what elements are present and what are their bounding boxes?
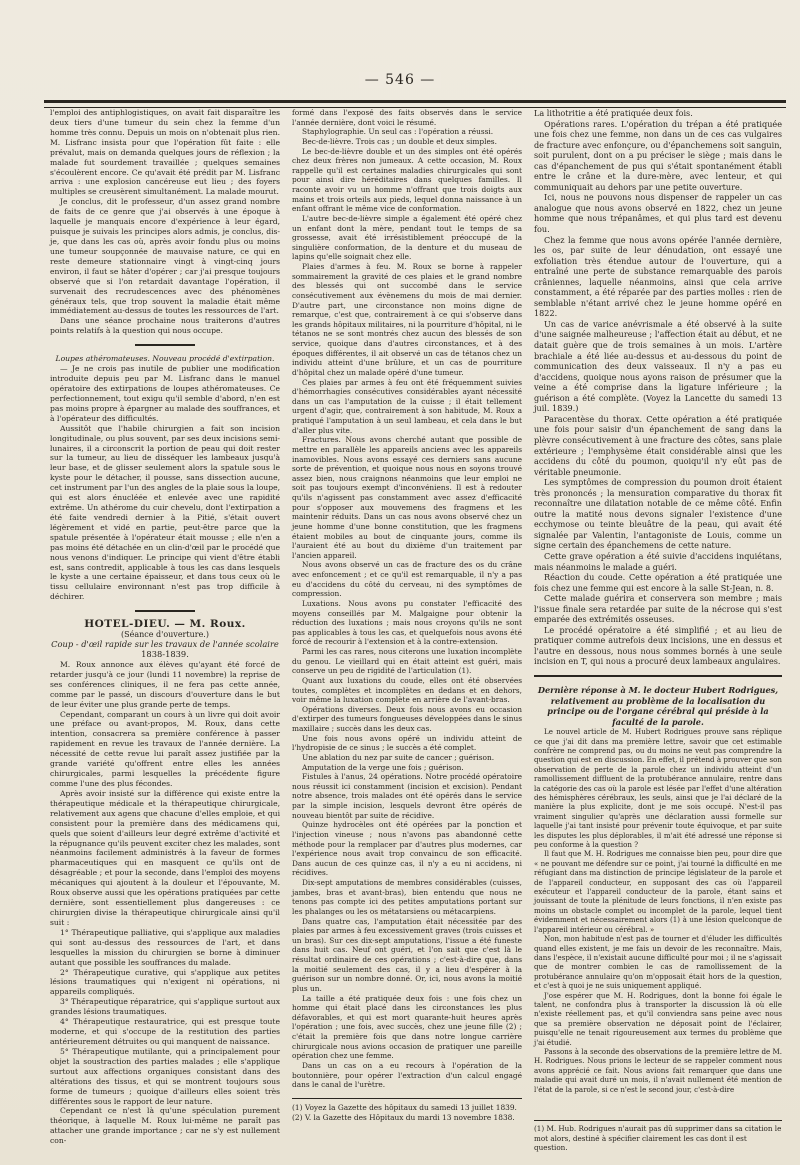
paragraph: Ici, nous ne pouvons nous dispenser de rappeler un cas analogue que nous avons observé en 1822, chez un jeune homme que nous trépanâmes, et qui plus tard est devenu fou.: [534, 192, 782, 235]
paragraph: formé dans l'exposé des faits observés dans le service l'année dernière, dont voici le résumé.: [292, 108, 522, 127]
paragraph: Quinze hydrocèles ont été opérées par la ponction et l'injection vineuse ; nous n'avons pas abandonné cette méthode pour la remplacer par d'autres plus modernes, car l'expérience nous avait trop convaincu de son efficacité. Dans aucun de ces quinze cas, il n'y a eu ni accidens, ni récidives.: [292, 820, 522, 878]
paragraph: Nous avons observé un cas de fracture des os du crâne avec enfoncement ; et ce qu'il est remarquable, il n'y a pas eu d'accidens du côté du cerveau, ni des symptômes de compression.: [292, 560, 522, 599]
paragraph: Il faut que M. H. Rodrigues me connaisse bien peu, pour dire que « ne pouvant me défendre sur ce point, j'ai tourné la difficulté en me réfugiant dans ma distinction de principe législateur de la parole et de l'appareil conducteur, en supposant des cas où l'appareil exécuteur et l'appareil conducteur de la parole, étant sains et jouissant de toute la plénitude de leurs fonctions, il n'en existe pas moins un obstacle complet ou incomplet de la parole, lequel tient évidemment et nécessairement alors (1) à une lésion quelconque de l'appareil intérieur ou cérébral. »: [534, 849, 782, 934]
footnote: (1) M. Hub. Rodrigues n'aurait pas dû supprimer dans sa citation le mot alors, destiné à spécifier clairement les cas dont il est question.: [534, 1124, 782, 1153]
divider: [135, 610, 195, 612]
paragraph: Amputation de la verge une fois ; guérison.: [302, 762, 464, 772]
footnote: (1) Voyez la Gazette des hôpitaux du samedi 13 juillet 1839.: [292, 1103, 517, 1112]
paragraph: 3° Thérapeutique réparatrice, qui s'applique surtout aux grandes lésions traumatiques.: [50, 997, 280, 1017]
paragraph: Dix-sept amputations de membres considérables (cuisses, jambes, bras et avant-bras), bien entendu que nous ne tenons pas compte ici des petites amputations portant sur les phalanges ou les os métatarsiens ou métacarpiens.: [292, 878, 522, 916]
paragraph: Dans une séance prochaine nous traiterons d'autres points relatifs à la question qui nous occupe.: [50, 316, 280, 336]
paragraph: Réaction du coude. Cette opération a été pratiquée une fois chez une femme qui est encore à la salle St-Jean, n. 8.: [534, 572, 782, 593]
paragraph: Un cas de varice anévrismale a été observé à la suite d'une saignée malheureuse ; l'affection était au début, et ne datait guère que de trois semaines à un mois. L'artère brachiale a été liée au-dessus et au-dessous du point de communication des deux vaisseaux. Il n'y a pas eu d'accidens, quoique nous ayons raison de présumer que la veine a été comprise dans la ligature inférieure ; la guérison a été complète. (Voyez la Lancette du samedi 13 juil. 1839.): [534, 318, 782, 414]
footnotes-col2: [292, 1098, 522, 1123]
article-date: 1838-1839.: [141, 649, 189, 660]
paragraph: Non, mon habitude n'est pas de tourner et d'éluder les difficultés quand elles existent, je me fais un devoir de les reconnaître. Mais, dans l'espèce, il n'existait aucune difficulté pour moi ; il ne s'agissait que de montrer combien le cas de ramollissement de la protubérance annulaire qu'on m'opposait était hors de la question, et c'est à quoi je ne suis uniquement appliqué.: [534, 934, 782, 991]
paragraph: M. Roux annonce aux élèves qu'ayant été forcé de retarder jusqu'à ce jour (lundi 11 novembre) la reprise de ses conférences cliniques, il ne fera pas cette année, comme par le passé, un discours d'ouverture dans le but de leur éviter une plus grande perte de temps.: [50, 659, 280, 709]
paragraph: Le nouvel article de M. Hubert Rodrigues prouve sans réplique ce que j'ai dit dans ma première lettre, savoir que cet estimable confrère ne comprend pas, ou du moins ne veut pas comprendre la question qui est en discussion. En effet, il prétend à prouver que son observation de perte de la parole chez un individu atteint d'un ramollissement diffluent de la protubérance annulaire, rentre dans la catégorie des cas où la parole est lésée par l'effet d'une altération des hémisphères cérébraux, les seuls, ainsi que je l'ai déclaré de la manière la plus explicite, dont je me sois occupé. N'est-il pas vraiment singulier qu'après une déclaration aussi formelle sur laquelle j'ai tant insisté pour prévenir toute équivoque, et par suite les disputes les plus déplorables, il m'ait été adressé une réponse si peu conforme à la question ?: [534, 727, 782, 850]
paragraph: Luxations. Nous avons pu constater l'efficacité des moyens conseillés par M. Malgaigne pour obtenir la réduction des luxations ; mais nous croyons qu'ils ne sont pas applicables à tous les cas, et quelquefois nous avons été forcé de recourir à l'extension et à la contre-extension.: [292, 598, 522, 647]
page-number: — 546 —: [0, 72, 800, 88]
paragraph: Fistules à l'anus, 24 opérations. Notre procédé opératoire nous réussit ici constamment (incision et excision). Pendant notre absence, trois malades ont été opérés dans le service par la simple incision, lesquels devront être opérés de nouveau bientôt par suite de récidive.: [292, 772, 522, 820]
paragraph: Une fois nous avons opéré un individu atteint de l'hydropisie de ce sinus ; le succès a été complet.: [292, 733, 522, 753]
paragraph: Le bec-de-lièvre double et un des simples ont été opérés chez deux frères non jumeaux. A cette occasion, M. Roux rappelle qu'il est certaines maladies chirurgicales qui sont pour ainsi dire héréditaires dans quelques familles. Il raconte avoir vu un homme n'offrant que trois doigts aux mains et trois orteils aux pieds, lequel donna naissance à un enfant offrant le même vice de conformation.: [292, 146, 522, 214]
column-2: [292, 108, 522, 1090]
paragraph: J'ose espérer que M. H. Rodrigues, dont la bonne foi égale le talent, ne confondra plus à transporter la discussion là où elle n'existe réellement pas, et qu'il conviendra sans peine avec nous que sa première observation ne déposait point de l'éclairer, puisqu'elle ne tenait rigoureusement aux termes du problème que j'ai étudié.: [534, 990, 782, 1047]
footnote: (2) V. la Gazette des Hôpitaux du mardi 13 novembre 1838.: [292, 1113, 515, 1122]
paragraph: Chez la femme que nous avons opérée l'année dernière, les os, par suite de leur dénudation, ont essayé une exfoliation très étendue autour de l'ouverture, qui a entraîné une perte de substance remarquable des parois crâniennes, laquelle néanmoins, ainsi que cela arrive constamment, a été réparée par des parties molles : rien de semblable n'étant arrivé chez le jeune homme opéré en 1822.: [534, 234, 782, 319]
paragraph: Fractures. Nous avons cherché autant que possible de mettre en parallèle les appareils anciens avec les appareils inamovibles. Nous avons essayé ces derniers sans aucune sorte de prévention, et quoique nous nous en soyons trouvé assez bien, nous craignons néanmoins que leur emploi ne soit pas toujours exempt d'inconvéniens. Il est à redouter qu'ils n'agissent pas constamment avec assez d'efficacité pour s'opposer aux mouvemens des fragmens et les maintenir réduits. Dans un cas nous avons observé chez un jeune homme d'une bonne constitution, que les fragmens étaient mobiles au bout de cinquante jours, comme ils l'auraient été au bout du dixième d'un traitement par l'ancien appareil.: [292, 435, 522, 560]
top-rule: [44, 100, 786, 108]
paragraph: Opérations rares. L'opération du trépan a été pratiquée une fois chez une femme, non dans un de ces cas vulgaires de fracture avec enfonçure, ou d'épanchemens soit sanguin, soit purulent, dont on a pu préciser le siège ; mais dans le cas d'épanchement de pus qui s'était spontanément établi entre le crâne et la dure-mère, avec lenteur, et qui communiquait au dehors par une petite ouverture.: [534, 118, 782, 192]
paragraph: 5° Thérapeutique mutilante, qui a principalement pour objet la soustraction des parties malades ; elle s'applique surtout aux affections organiques consistant dans des altérations des tissus, et qui se montrent toujours sous forme de tumeurs ; quoique d'ailleurs elles soient très différentes sous le rapport de leur nature.: [50, 1046, 280, 1106]
divider: [135, 344, 195, 346]
paragraph: Cependant, comparant un cours à un livre qui doit avoir une préface ou avant-propos, M. Roux, dans cette intention, consacrera sa première conférence à passer rapidement en revue les travaux de l'année dernière. La nécessité de cette revue lui paraît assez justifiée par la grande variété qu'offrent entre elles les années chirurgicales, parmi lesquelles la précédente figure comme l'une des plus fécondes.: [50, 709, 280, 788]
paragraph: 4° Thérapeutique restauratrice, qui est presque toute moderne, et qui s'occupe de la restitution des parties antérieurement détruites ou qui manquent de naissance.: [50, 1017, 280, 1046]
paragraph: Aussitôt que l'habile chirurgien a fait son incision longitudinale, ou plus souvent, par ses deux incisions semi-lunaires, il a circonscrit la portion de peau qui doit rester sur la tumeur, au lieu de disséquer les lambeaux jusqu'à leur base, et de glisser seulement alors la spatule sous le kyste pour le détacher, il pousse, sans dissection aucune, cet instrument par l'un des angles de la plaie sous la loupe, qui est alors énucléée et enlevée avec une rapidité extrême. Un athérome du cuir chevelu, dont l'extirpation a été faite vendredi dernier à la Pitié, s'était ouvert légèrement et vidé en partie, peut-être parce que la spatule présentée à l'opérateur était mousse ; elle n'en a pas moins été détachée en un clin-d'œil par le procédé que nous venons d'indiquer. Le principe qui vient d'être établi est, sans contredit, applicable à tous les cas dans lesquels le kyste a une certaine épaisseur, et dans tous ceux où le tissu cellulaire environnant n'est pas trop difficile à déchirer.: [50, 423, 280, 602]
paragraph: Quant aux luxations du coude, elles ont été observées toutes, complètes et incomplètes en dedans et en dehors, voir même la luxation complète en arrière de l'avant-bras.: [292, 675, 522, 705]
paragraph: Passons à la seconde des observations de la première lettre de M. H. Rodrigues. Nous prions le lecteur de se rappeler comment nous avons apprécié ce fait. Nous avions fait remarquer que dans une maladie qui avait duré un mois, il n'avait nullement été mention de l'état de la parole, si ce n'est le second jour, c'est-à-dire: [534, 1046, 782, 1094]
footnote-col3: [534, 1120, 782, 1153]
paragraph: L'autre bec-de-lièvre simple a également été opéré chez un enfant dont la mère, pendant tout le temps de sa grossesse, avait été irrésistiblement préoccupé de la singulière conformation, de la denture et du museau de lapins qu'elle soignait chez elle.: [292, 213, 522, 262]
paragraph: Opérations diverses. Deux fois nous avons eu occasion d'extirper des tumeurs fongueuses développées dans le sinus maxillaire ; succès dans les deux cas.: [292, 704, 522, 733]
paragraph: Une ablation du nez par suite de cancer ; guérison.: [302, 752, 495, 762]
article-title: HOTEL-DIEU. — M. Roux.: [84, 618, 246, 631]
paragraph: Les symptômes de compression du poumon droit étaient très prononcés ; la mensuration comparative du thorax fit reconnaître une dilatation notable de ce même côté. Enfin outre la matité nous devons signaler l'existence d'une ecchymose ou teinte bleuâtre de la peau, qui avait été signalée par Valentin, l'antagoniste de Louis, comme un signe certain des épanchemens de cette nature.: [534, 477, 782, 551]
paragraph: Plaies d'armes à feu. M. Roux se borne à rappeler sommairement la gravité de ces plaies et le grand nombre des blessés qui ont succombé dans le service consécutivement aux évènemens du mois de mai dernier. D'autre part, une circonstance non moins digne de remarque, c'est que, contrairement à ce qui s'observe dans les grands hôpitaux militaires, ni la pourriture d'hôpital, ni le tétanos ne se sont montrés chez aucun des blessés de son service, quoique dans d'autres circonstances, et à des époques différentes, il ait observé un cas de tétanos chez un individu atteint d'une brûlure, et un cas de pourriture d'hôpital chez un malade opéré d'une tumeur.: [292, 262, 522, 377]
paragraph: Dans un cas on a eu recours à l'opération de la boutonnière, pour opérer l'extraction d'un calcul engagé dans le canal de l'urètre.: [292, 1060, 522, 1090]
paragraph: Parmi les cas rares, nous citerons une luxation incomplète du genou. Le vieillard qui en était atteint est guéri, mais conserve un peu de rigidité de l'articulation (1).: [292, 647, 522, 676]
paragraph: Je conclus, dit le professeur, d'un assez grand nombre de faits de ce genre que j'ai observés à une époque à laquelle je manquais encore d'expérience à leur égard, puisque je suivais les principes alors admis, je conclus, dis-je, que dans les cas où, après avoir fondu plus ou moins une tumeur soupçonnée de mauvaise nature, ce qui en reste demeure stationnaire vingt à vingt-cinq jours environ, il faut se hâter d'opérer ; car j'ai presque toujours observé que si l'on retardait davantage l'opération, il survenait des recrudescences avec des phénomènes généraux tels, que trop souvent la maladie était même immédiatement au-dessus de toutes les ressources de l'art.: [50, 197, 280, 316]
paragraph: La lithotritie a été pratiquée deux fois.: [534, 108, 693, 118]
divider: [534, 675, 782, 677]
paragraph: 1° Thérapeutique palliative, qui s'applique aux maladies qui sont au-dessus des ressources de l'art, et dans lesquelles la mission du chirurgien se borne à diminuer autant que possible les souffrances du malade.: [50, 927, 280, 967]
paragraph: Cette grave opération a été suivie d'accidens inquiétans, mais néanmoins le malade a guéri.: [534, 550, 782, 572]
paragraph: Cette malade guérira et conservera son membre ; mais l'issue finale sera retardée par suite de la nécrose qui s'est emparée des extrémités osseuses.: [534, 593, 782, 625]
paragraph: Le procédé opératoire a été simplifié ; et au lieu de pratiquer comme autrefois deux incisions, une en dessus et l'autre en dessous, nous nous sommes bornés à une seule incision en T, qui nous a procuré deux lambeaux angulaires.: [534, 624, 782, 667]
paragraph: 2° Thérapeutique curative, qui s'applique aux petites lésions traumatiques qui n'exigent ni opérations, ni appareils compliqués.: [50, 967, 280, 997]
paragraph: Cependant ce n'est là qu'une spéculation purement théorique, à laquelle M. Roux lui-même ne paraît pas attacher une grande importance ; car ne s'y est nullement con-: [50, 1106, 280, 1146]
section-heading: Dernière réponse à M. le docteur Hubert Rodrigues, relativement au problème de la localisation du principe ou de l'organe cérébral qui préside à la faculté de la parole.: [537, 684, 779, 727]
paragraph: Staphylographie. Un seul cas : l'opération a réussi.: [302, 127, 494, 137]
paragraph: La taille a été pratiquée deux fois : une fois chez un homme qui était placé dans les circonstances les plus défavorables, et qui est mort quarante-huit heures après l'opération ; une fois, avec succès, chez une jeune fille (2) ; c'était la première fois que dans notre longue carrière chirurgicale nous avions occasion de pratiquer une pareille opération chez une femme.: [292, 993, 522, 1061]
section-heading: Loupes athéromateuses. Nouveau procédé d'extirpation.: [55, 354, 275, 364]
column-1: [50, 108, 280, 1146]
article-subheading: Coup - d'œil rapide sur les travaux de l'année scolaire: [51, 639, 279, 650]
paragraph: — Je ne crois pas inutile de publier une modification introduite depuis peu par M. Lisfranc dans le manuel opératoire des extirpations de loupes athéromateuses. Ce perfectionnement, tout exigu qu'il semble d'abord, n'en est pas moins propre à épargner au malade des souffrances, et à l'opérateur des difficultés.: [50, 364, 280, 423]
letter-body: [534, 727, 782, 1094]
paragraph: l'emploi des antiphlogistiques, on avait fait disparaître les deux tiers d'une tumeur du sein chez la femme d'un homme très connu. Depuis un mois on n'obtenait plus rien. M. Lisfranc insista pour que l'opération fût faite : elle prévalut, mais on demanda quelques jours de réflexion ; la malade fut sourdement travaillée ; quelques semaines s'écoulèrent encore. Ce qu'avait été prédit par M. Lisfranc arriva : une explosion cancéreuse eut lieu ; des foyers multiples se creusèrent simultanément. La malade mourut.: [50, 108, 280, 197]
article-subtitle: (Séance d'ouverture.): [121, 630, 209, 640]
paragraph: Ces plaies par armes à feu ont été fréquemment suivies d'hémorrhagies consécutives considérables ayant nécessité dans un cas l'amputation de la cuisse ; il était tellement urgent d'agir, que, contrairement à son habitude, M. Roux a pratiqué l'amputation à un seul lambeau, et cela dans le but d'aller plus vite.: [292, 377, 522, 435]
column-3: [534, 108, 782, 1094]
paragraph: Après avoir insisté sur la différence qui existe entre la thérapeutique médicale et la thérapeutique chirurgicale, relativement aux agens que chacune d'elles emploie, et qui consistent pour la première dans des médicamens qui, quels que soient d'ailleurs leur degré extrême d'activité et la répugnance qu'ils peuvent exciter chez les malades, sont néanmoins facilement administrés à la faveur de formes pharmaceutiques qui en masquent ce qu'ils ont de désagréable ; et pour la seconde, dans l'emploi des moyens mécaniques qui ajoutent à la douleur et l'épouvante, M. Roux observe aussi que les opérations pratiquées par cette dernière, sont essentiellement plus dangereuses : ce chirurgien divise la thérapeutique chirurgicale ainsi qu'il suit :: [50, 788, 280, 927]
paragraph: Dans quatre cas, l'amputation était nécessitée par des plaies par armes à feu excessivement graves (trois cuisses et un bras). Sur ces dix-sept amputations, l'issue a été funeste dans huit cas. Neuf ont guéri, et l'on sait que c'est là le résultat ordinaire de ces opérations ; c'est-à-dire que, dans la moitié seulement des cas, il y a lieu d'espérer à la guérison sur un nombre donné. Or, ici, nous avons la moitié plus un.: [292, 916, 522, 993]
paragraph: Bec-de-lièvre. Trois cas ; un double et deux simples.: [302, 136, 497, 146]
paragraph: Paracentèse du thorax. Cette opération a été pratiquée une fois pour saisir d'un épanchement de sang dans la plèvre consécutivement à une fracture des côtes, sans plaie extérieure ; l'emphysème était considérable ainsi que les accidens du côté du poumon, quoiqu'il n'y eût pas de véritable pneumonie.: [534, 413, 782, 477]
